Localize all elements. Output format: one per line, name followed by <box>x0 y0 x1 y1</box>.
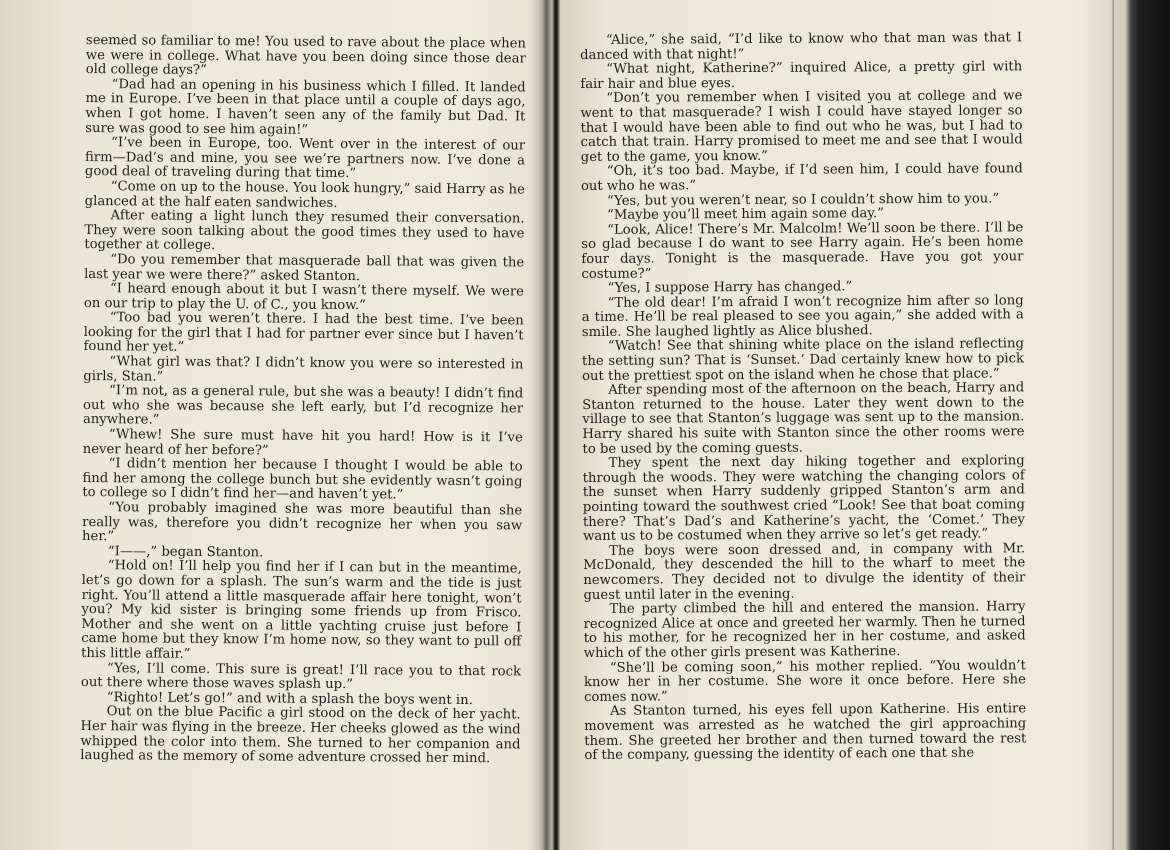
scan-background-edge <box>1114 0 1170 850</box>
right-paragraph: After spending most of the afternoon on the beach, Harry and Stanton returned to the house. Later they went down to the village to see that Stanton’s luggage was sent up to the mansion. Harry shared his suite with Stanton since the other rooms were to be used by the coming guests. <box>582 380 1025 457</box>
left-paragraph: “Do you remember that masquerade ball that was given the last year we were there?” asked Stanton. <box>84 252 525 284</box>
left-paragraph: After eating a light lunch they resumed their conversation. They were soon talking about the good times they used to have together at college. <box>84 208 525 254</box>
right-paragraph: “Watch! See that shining white place on the island reflecting the setting sun? That is ‘Sunset.’ Dad certainly knew how to pick out the prettiest spot on the island when he chose that place.” <box>581 336 1025 384</box>
left-paragraph: “Dad had an opening in his business which I filled. It landed me in Europe. I’ve been in that place until a couple of days ago, when I got home. I haven’t seen any of the family but Dad. It sure was good to see him again!” <box>85 76 526 138</box>
right-paragraph: “She’ll be coming soon,” his mother replied. “You wouldn’t know her in her costume. She wore it once before. Here she comes now.” <box>583 657 1026 705</box>
left-paragraph: “Yes, I’ll come. This sure is great! I’ll race you to that rock out there where those waves splash up.” <box>80 660 522 693</box>
right-paragraph: The boys were soon dressed and, in company with Mr. McDonald, they descended the hill to the wharf to meet the newcomers. They decided not to divulge the identity of their guest until later in the evening. <box>583 541 1026 603</box>
right-paragraph: They spent the next day hiking together and exploring through the woods. They were watching the changing colors of the sunset when Harry suddenly gripped Stanton’s arm and pointing toward the southwest cried “Look! See that boat coming there? That’s Dad’s and Katherine’s yacht, the ‘Comet.’ They want us to be costumed when they arrive so let’s get ready.” <box>582 453 1026 545</box>
right-paragraph: “Don’t you remember when I visited you at college and we went to that masquerade? I wish I could have stayed longer so that I would have been able to find out who he was, but I had to catch that train. Harry promised to meet me and see that I would get to the game, you know.” <box>580 88 1023 165</box>
left-paragraph: seemed so familiar to me! You used to rave about the place when we were in college. What have you been doing since those dear old college days?” <box>85 33 526 79</box>
left-page <box>80 34 526 767</box>
right-paragraph: “Maybe you’ll meet him again some day.” <box>607 206 885 223</box>
left-paragraph: “You probably imagined she was more beautiful than she really was, therefore you didn’t recognize her when you saw her.” <box>81 500 523 545</box>
left-paragraph: “Too bad you weren’t there. I had the best time. I’ve been looking for the girl that I had for partner ever since but I haven’t found her yet.” <box>83 310 524 356</box>
right-paragraph: “Oh, it’s too bad. Maybe, if I’d seen him, I could have found out who he was.” <box>580 161 1023 194</box>
left-paragraph: “I didn’t mention her because I thought I would be able to find her among the college bunch but she evidently wasn’t going to college so I didn’t find her—and haven’t yet.” <box>82 456 523 503</box>
left-paragraph: “I’m not, as a general rule, but she was a beauty! I didn’t find out who she was because she left early, but I’d recognize her anywhere.” <box>82 383 524 429</box>
right-paragraph: “Yes, I suppose Harry has changed.” <box>607 279 853 296</box>
right-paragraph: “Yes, but you weren’t near, so I couldn’t show him to you.” <box>606 190 1000 209</box>
right-paragraph: The party climbed the hill and entered the mansion. Harry recognized Alice at once and greeted her warmly. Then he turned to his mother, for he recognized her in her costume, and asked which of the other girls present was Katherine. <box>583 599 1026 661</box>
right-paragraph: “Look, Alice! There’s Mr. Malcolm! We’ll soon be there. I’ll be so glad because I do want to see Harry again. He’s been home four days. Tonight is the masquerade. Have you got your costume?” <box>581 220 1024 282</box>
left-paragraph: “I heard enough about it but I wasn’t there myself. We were on our trip to play the U. of C., you know.” <box>83 281 525 313</box>
book-spine-shadow <box>530 0 560 850</box>
left-paragraph: “Whew! She sure must have hit you hard! How is it I’ve never heard of her before?” <box>82 427 523 459</box>
right-paragraph: “The old dear! I’m afraid I won’t recognize him after so long a time. He’ll be real pleased to see you again,” she added with a smile. She laughed lightly as Alice blushed. <box>581 292 1024 340</box>
left-paragraph: “What girl was that? I didn’t know you were so interested in girls, Stan.” <box>83 354 524 385</box>
left-paragraph: “Righto! Let’s go!” and with a splash the boys went in. <box>106 689 473 708</box>
right-page <box>580 31 1026 763</box>
left-paragraph: “Come on up to the house. You look hungry,” said Harry as he glanced at the half eaten sandwiches. <box>84 179 525 211</box>
left-paragraph: “I’ve been in Europe, too. Went over in the interest of our firm—Dad’s and mine, you see we’re partners now. I’ve done a good deal of traveling during that time.” <box>84 135 526 182</box>
left-paragraph: “I——,” began Stanton. <box>107 543 264 561</box>
left-paragraph: “Hold on! I’ll help you find her if I can but in the meantime, let’s go down for a splash. The sun’s warm and the tide is just right. You’ll attend a little masquerade affair here tonight, won’t you? My kid sister is bringing some friends up from Frisco. Mother and she went on a little yachting cruise just before I came home but they know I’m home now, so they want to pull off this little affair.” <box>81 558 522 662</box>
right-paragraph: “What night, Katherine?” inquired Alice, a pretty girl with fair hair and blue eyes. <box>580 59 1023 92</box>
right-paragraph: As Stanton turned, his eyes fell upon Katherine. His entire movement was arrested as he watched the girl approaching them. She greeted her brother and then turned toward the rest of the company, guessing the identity of each one that she <box>584 701 1027 764</box>
left-paragraph: Out on the blue Pacific a girl stood on the deck of her yacht. Her hair was flying in the breeze. Her cheeks glowed as the wind whipped the color into them. She turned to her companion and laughed as the memory of some adventure crossed her mind. <box>80 704 521 767</box>
right-paragraph: “Alice,” she said, “I’d like to know who that man was that I danced with that night!” <box>580 30 1023 63</box>
